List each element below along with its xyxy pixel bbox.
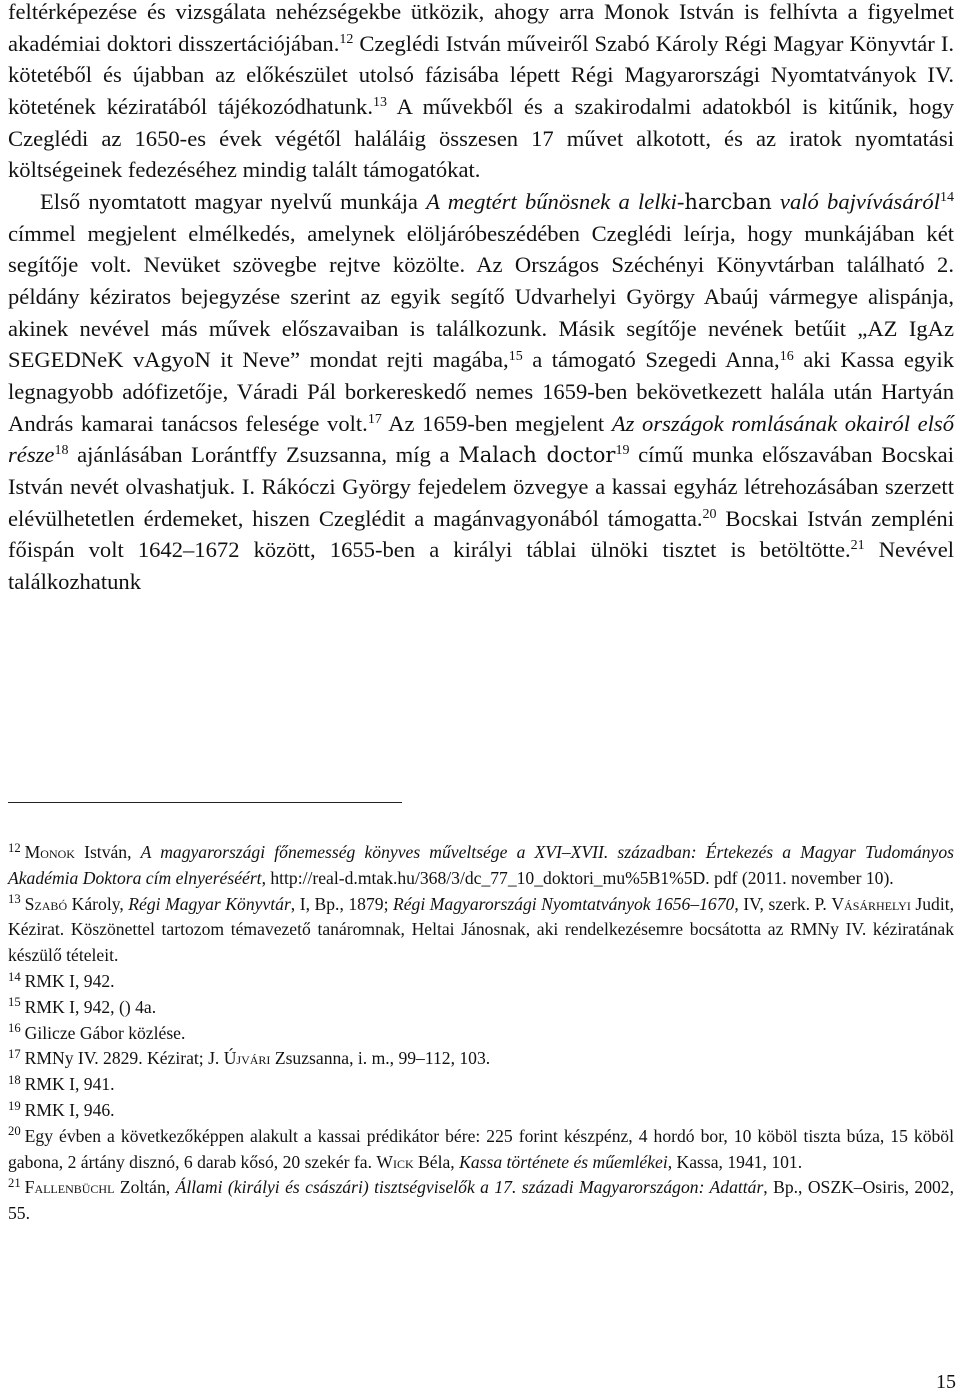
- footnote-17: $^{17}$ RMNy IV. 2829. Kézirat; J. Újvári Zsuzsanna, i. m., 99–112, 103.: [8, 1047, 491, 1069]
- footnotes: [8, 840, 954, 1227]
- footnote-16: $^{16}$ Gilicze Gábor közlése.: [8, 1021, 186, 1043]
- page-number: 15: [936, 1371, 956, 1393]
- footnote-ref-17[interactable]: 17: [367, 411, 382, 427]
- footnote-14: $^{14}$ RMK I, 942.: [8, 969, 115, 991]
- footnote-20: $^{20}$ Egy évben a következőképpen alakult a kassai prédikátor bére: 225 forint készpénz, 4 hordó bor, 10 köböl tiszta búza, 15 köböl gabona, 2 ártány disznó, 6 darab kősó, 20 szekér fa. Wick Béla, Kassa története és műemlékei, Kassa, 1941, 101.: [8, 1124, 954, 1172]
- footnote-15: $^{15}$ RMK I, 942, () 4a.: [8, 995, 157, 1017]
- footnote-19: $^{19}$ RMK I, 946.: [8, 1098, 115, 1120]
- footnote-18: $^{18}$ RMK I, 941.: [8, 1072, 115, 1095]
- footnote-12: $^{12}$ Monok István, A magyarországi főnemesség könyves műveltsége a XVI–XVII. században: Értekezés a Magyar Tudományos Akadémia Doktora cím elnyeréséért, http://real-d.mtak.hu/368/3/dc_77_10_doktori_mu%5B1%5D. pdf (2011. november 10).: [8, 840, 954, 888]
- book-title-1-cont: való bajvívásáról: [771, 188, 940, 214]
- book-title-1: A megtért bűnösnek a lelki-: [426, 188, 685, 214]
- paragraph-1: feltérképezése és vizsgálata nehézségekbe ütközik, ahogy arra Monok István is felhívta a figyelmet akadémiai doktori disszertációjában.$^{12}$ Czeglédi István műveiről Szabó Károly Régi Magyar Könyvtár I. kötetéből és újabban az előkészület utolsó fázisába lépett Régi Magyarországi Nyomtatványok IV. kötetének kéziratából tájékozódhatunk.$^{13}$ A művekből és a szakirodalmi adatokból is kitűnik, hogy Czeglédi az 1650-es évek végétől haláláig összesen 17 művet alkotott, és az iratok nyomtatási költségeinek fedezéséhez mindig talált támogatókat.: [8, 0, 955, 183]
- footnote-link[interactable]: , http://real-d.mtak.hu/368/3/dc_77_10_doktori_mu%5B1%5D. pdf (2011. november 10).: [261, 867, 894, 888]
- footnote-ref-14[interactable]: 14: [940, 190, 954, 206]
- footnote-ref-12[interactable]: 12: [339, 31, 354, 47]
- footnote-ref-13[interactable]: 13: [373, 95, 387, 111]
- footnote-ref-19[interactable]: 19: [615, 443, 630, 459]
- paragraph-2: Első nyomtatott magyar nyelvű munkája A megtért bűnösnek a lelki-harcban való bajvívásáról$^{14}$ címmel megjelent elmélkedés, amelynek elöljáróbeszédében Czeglédi leírja, hogy munkájában két segítője volt. Nevüket szövegbe rejtve közölte. Az Országos Széchényi Könyvtárban található 2. példány kéziratos bejegyzése szerint az egyik segítő Udvarhelyi György Abaúj vármegye alispánja, akinek nevével más művek előszavaiban is találkozunk. Másik segítője nevének betűit „AZ IgAz SEGEDNeK vAgyoN it Neve” mondat rejti magába,$^{15}$ a támogató Szegedi Anna,$^{16}$ aki Kassa egyik legnagyobb adófizetője, Váradi Pál borkereskedő nemes 1659-ben bekövetkezett halála után Hartyán András kamarai tanácsos felesége volt.$^{17}$ Az 1659-ben megjelent Az országok romlásának okairól első része$^{18}$ ajánlásában Lorántffy Zsuzsanna, míg a Malach doctor$^{19}$ című munka előszavában Bocskai István nevét olvashatjuk. I. Rákóczi György fejedelem özvegye a kassai egyház létrehozásában szerzett elévülhetetlen érdemeket, hiszen Czeglédit a magánvagyonából támogatta.$^{20}$ Bocskai István zempléni főispán volt 1642–1672 között, 1655-ben a királyi táblai ülnöki tisztet is betöltötte.$^{21}$ Nevével találkozhatunk: [8, 188, 955, 594]
- footnote-13: $^{13}$ Szabó Károly, Régi Magyar Könyvtár, I, Bp., 1879; Régi Magyarországi Nyomtatványok 1656–1670, IV, szerk. P. Vásárhelyi Judit, Kézirat. Köszönettel tartozom témavezető tanáromnak, Heltai Jánosnak, aki rendelkezésemre bocsátotta az RMNy IV. kéziratának készülő tételeit.: [8, 892, 954, 966]
- footnote-ref-21[interactable]: 21: [850, 538, 865, 554]
- footnote-21: $^{21}$ Fallenbüchl Zoltán, Állami (királyi és császári) tisztségviselők a 17. századi Magyarországon: Adattár, Bp., OSZK–Osiris, 2002, 55.: [8, 1176, 955, 1224]
- footnote-ref-20[interactable]: 20: [702, 506, 717, 522]
- book-title-2: Az országok romlásának okairól első része: [8, 410, 955, 468]
- footnote-separator: [8, 802, 402, 803]
- malach-doctor: Malach doctor: [458, 442, 616, 468]
- footnote-ref-16[interactable]: 16: [779, 348, 794, 364]
- footnote-ref-15[interactable]: 15: [508, 348, 523, 364]
- footnote-ref-18[interactable]: 18: [54, 443, 69, 459]
- main-text: [8, 0, 954, 597]
